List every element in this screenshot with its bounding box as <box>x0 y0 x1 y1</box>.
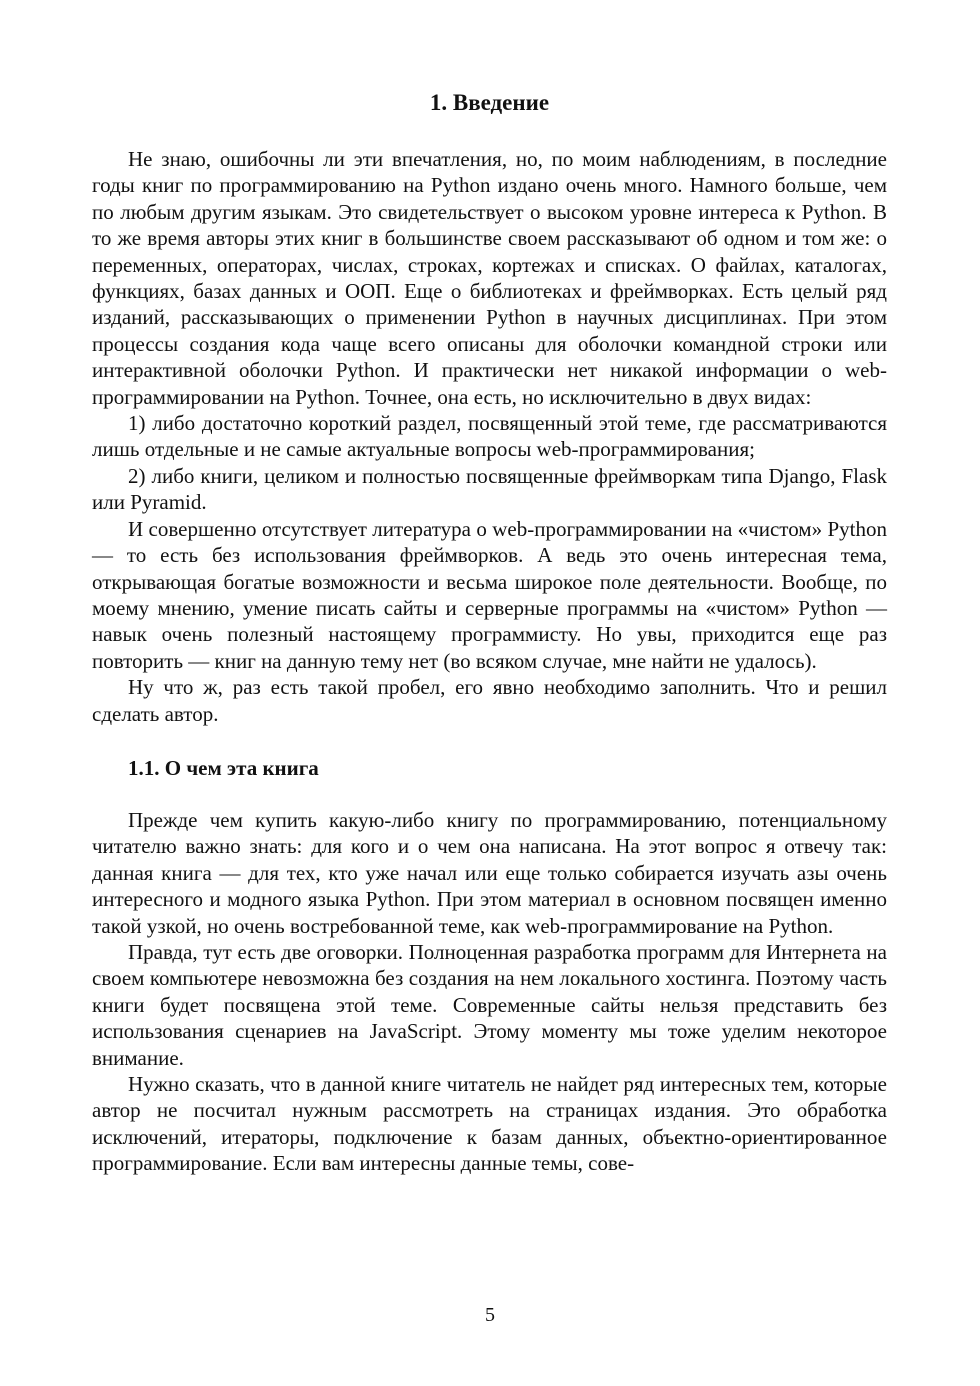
intro-paragraph-1: Не знаю, ошибочны ли эти впечатления, но, по моим наблюдениям, в последние годы книг по программированию на Python издано очень много. Намного больше, чем по любым другим языкам. Это свидетельствует о высоком уровне интереса к Python. В то же время авторы этих книг в большинстве своем рассказывают об одном и том же: о переменных, операторах, числах, строках, кортежах и списках. О файлах, каталогах, функциях, базах данных и ООП. Еще о библиотеках и фреймворках. Есть целый ряд изданий, рассказывающих о применении Python в научных дисциплинах. При этом процессы создания кода чаще всего описаны для оболочки командной строки или интерактивной оболочки Python. И практически нет никакой информации о web-программировании на Python. Точнее, она есть, но исключительно в двух видах: <box>92 147 887 409</box>
intro-list-item-2: 2) либо книги, целиком и полностью посвященные фреймворкам типа Django, Flask или Pyramid. <box>92 463 887 515</box>
intro-paragraph-3: Ну что ж, раз есть такой пробел, его явно необходимо заполнить. Что и решил сделать автор. <box>92 675 887 726</box>
section-paragraph-3: Нужно сказать, что в данной книге читатель не найдет ряд интересных тем, которые автор не посчитал нужным рассмотреть на страницах издания. Это обработка исключений, итераторы, подключение к базам данных, объектно-ориентированное программирование. Если вам интересны данные темы, сове- <box>92 1072 887 1176</box>
section-paragraph-2: Правда, тут есть две оговорки. Полноценная разработка программ для Интернета на своем компьютере невозможна без создания на нем локального хостинга. Поэтому часть книги будет посвящена этой теме. Современные сайты нельзя представить без использования сценариев на JavaScript. Этому моменту мы тоже уделим некоторое внимание. <box>92 939 887 1070</box>
intro-list-item-1: 1) либо достаточно короткий раздел, посвященный этой теме, где рассматриваются лишь отдельные и не самые актуальные вопросы web-программирования; <box>92 411 887 462</box>
intro-paragraph-2: И совершенно отсутствует литература о web-программировании на «чистом» Python — то есть без использования фреймворков. А ведь это очень интересная тема, открывающая богатые возможности и весьма широкое поле деятельности. Вообще, по моему мнению, умение писать сайты и серверные программы на «чистом» Python — навык очень полезный настоящему программисту. Но увы, приходится еще раз повторить — книг на данную тему нет (во всяком случае, мне найти не удалось). <box>92 516 887 673</box>
section-title: 1.1. О чем эта книга <box>128 755 319 780</box>
page-number: 5 <box>485 1304 495 1326</box>
chapter-title: 1. Введение <box>429 90 550 115</box>
page-content <box>92 88 887 1177</box>
section-paragraph-1: Прежде чем купить какую-либо книгу по программированию, потенциальному читателю важно знать: для кого и о чем она написана. На этот вопрос я отвечу так: данная книга — для тех, кто уже начал или еще только собирается изучать азы очень интересного и модного языка Python. При этом материал в основном посвящен именно такой узкой, но очень востребованной теме, как web-программирование на Python. <box>92 807 887 938</box>
